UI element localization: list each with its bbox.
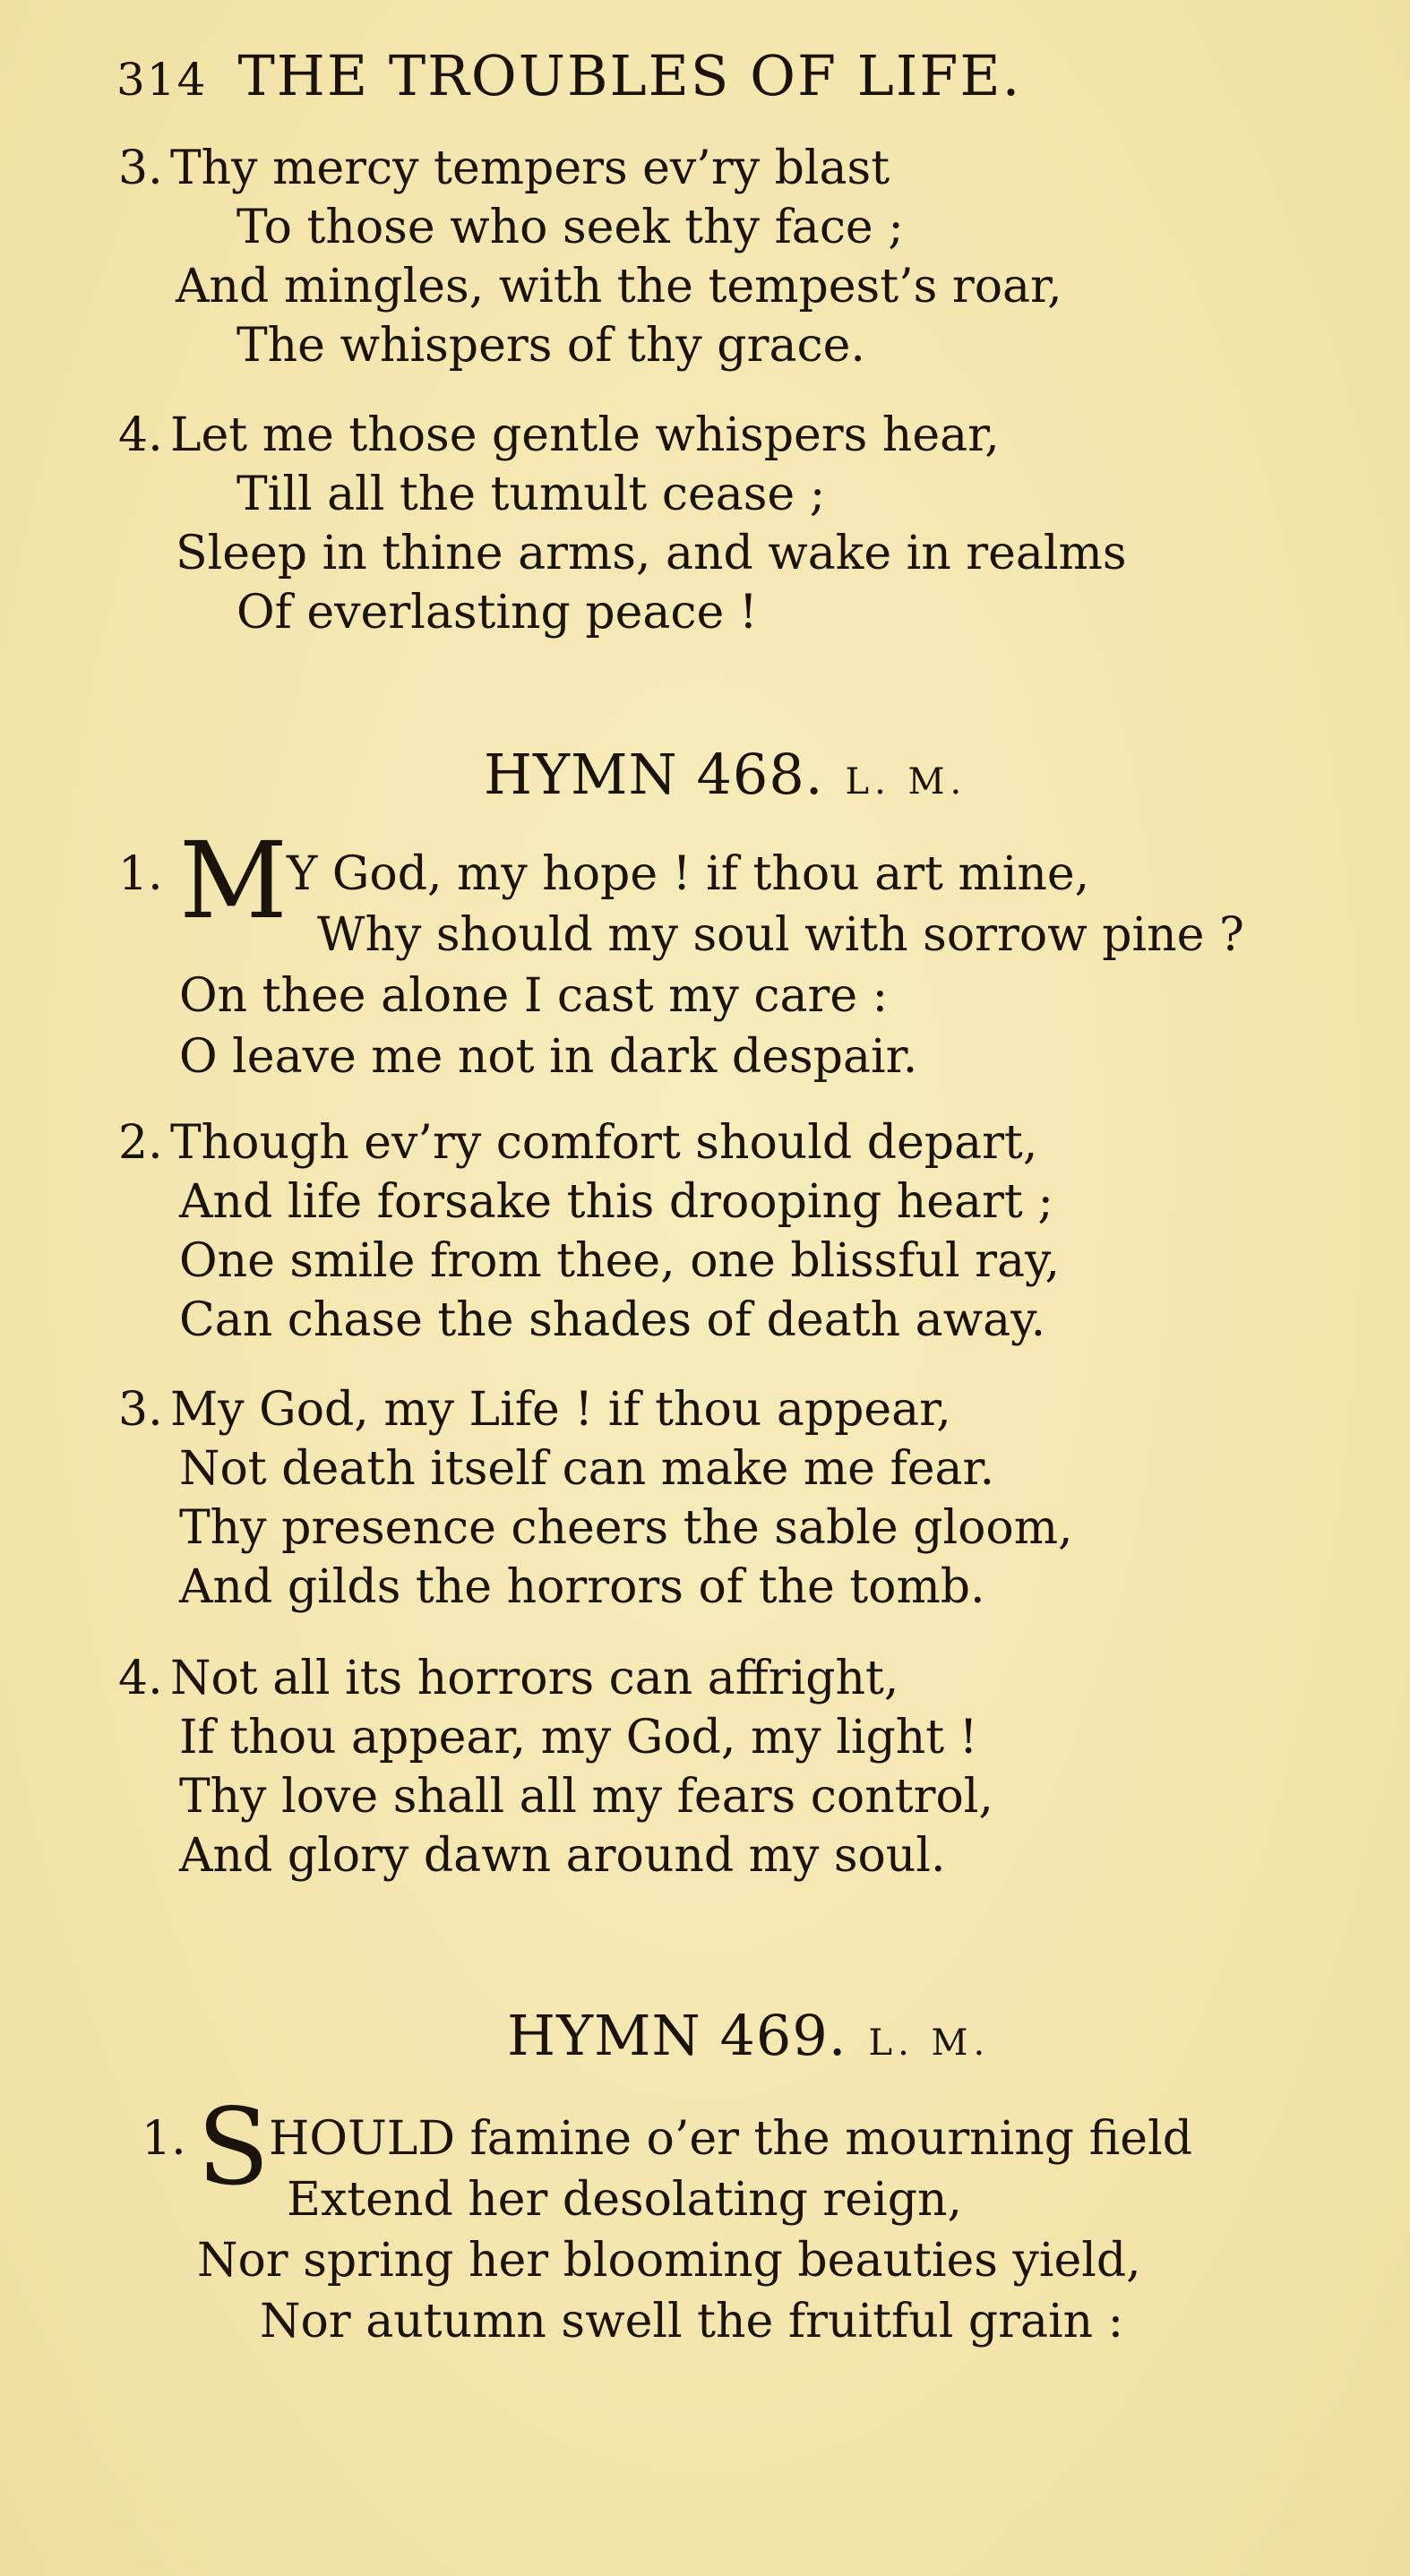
page-number: 314 xyxy=(116,54,208,106)
stanza-number: 1. xyxy=(118,847,163,901)
stanza-line: 4. Let me those gentle whispers hear, xyxy=(118,408,1000,462)
stanza-line: Thy presence cheers the sable gloom, xyxy=(179,1501,1073,1555)
stanza-line: And glory dawn around my soul. xyxy=(179,1829,946,1883)
stanza-number: 4. xyxy=(118,408,163,462)
stanza-line: Of everlasting peace ! xyxy=(236,586,758,640)
stanza-number: 4. xyxy=(118,1652,163,1705)
stanza-number: 3. xyxy=(118,142,163,195)
stanza-line: And life forsake this drooping heart ; xyxy=(179,1175,1053,1229)
stanza-line: Not death itself can make me fear. xyxy=(179,1442,995,1496)
running-header xyxy=(116,43,1021,108)
stanza-line: Sleep in thine arms, and wake in realms xyxy=(176,527,1127,580)
stanza-number: 3. xyxy=(118,1383,163,1437)
stanza-line: And gilds the horrors of the tomb. xyxy=(179,1560,985,1614)
stanza-line: Extend her desolating reign, xyxy=(287,2173,962,2227)
stanza-line: 3. My God, my Life ! if thou appear, xyxy=(118,1383,951,1437)
stanza-line: Nor spring her blooming beauties yield, xyxy=(197,2234,1141,2288)
drop-cap: M xyxy=(179,819,288,942)
hymn-468-title: HYMN 468. L. M. xyxy=(484,742,967,807)
stanza-number: 2. xyxy=(118,1116,163,1170)
hymn-meter: L. M. xyxy=(845,761,967,803)
drop-cap: S xyxy=(197,2085,270,2209)
stanza-line: To those who seek thy face ; xyxy=(236,201,904,254)
stanza-line: And mingles, with the tempest’s roar, xyxy=(176,260,1062,313)
stanza-line: The whispers of thy grace. xyxy=(236,319,865,373)
stanza-line: Y God, my hope ! if thou art mine, xyxy=(287,847,1090,901)
stanza-line: 2. Though ev’ry comfort should depart, xyxy=(118,1116,1038,1170)
stanza-line: HOULD famine o’er the mourning field xyxy=(269,2112,1192,2166)
hymn-meter: L. M. xyxy=(868,2022,991,2064)
stanza-line: Can chase the shades of death away. xyxy=(179,1293,1046,1347)
stanza-line: One smile from thee, one blissful ray, xyxy=(179,1234,1060,1288)
stanza-line: If thou appear, my God, my light ! xyxy=(179,1711,978,1765)
running-title: THE TROUBLES OF LIFE. xyxy=(237,43,1022,108)
stanza-line: On thee alone I cast my care : xyxy=(179,969,889,1023)
hymn-469-title: HYMN 469. L. M. xyxy=(507,2003,991,2068)
stanza-line: Nor autumn swell the fruitful grain : xyxy=(260,2295,1124,2348)
stanza-line: 3. Thy mercy tempers ev’ry blast xyxy=(118,142,890,195)
stanza-line: Till all the tumult cease ; xyxy=(236,468,826,521)
stanza-line: 4. Not all its horrors can affright, xyxy=(118,1652,899,1705)
stanza-line: O leave me not in dark despair. xyxy=(179,1030,918,1084)
stanza-number: 1. xyxy=(142,2112,186,2166)
stanza-line: Why should my soul with sorrow pine ? xyxy=(317,908,1244,962)
stanza-line: Thy love shall all my fears control, xyxy=(179,1770,993,1824)
